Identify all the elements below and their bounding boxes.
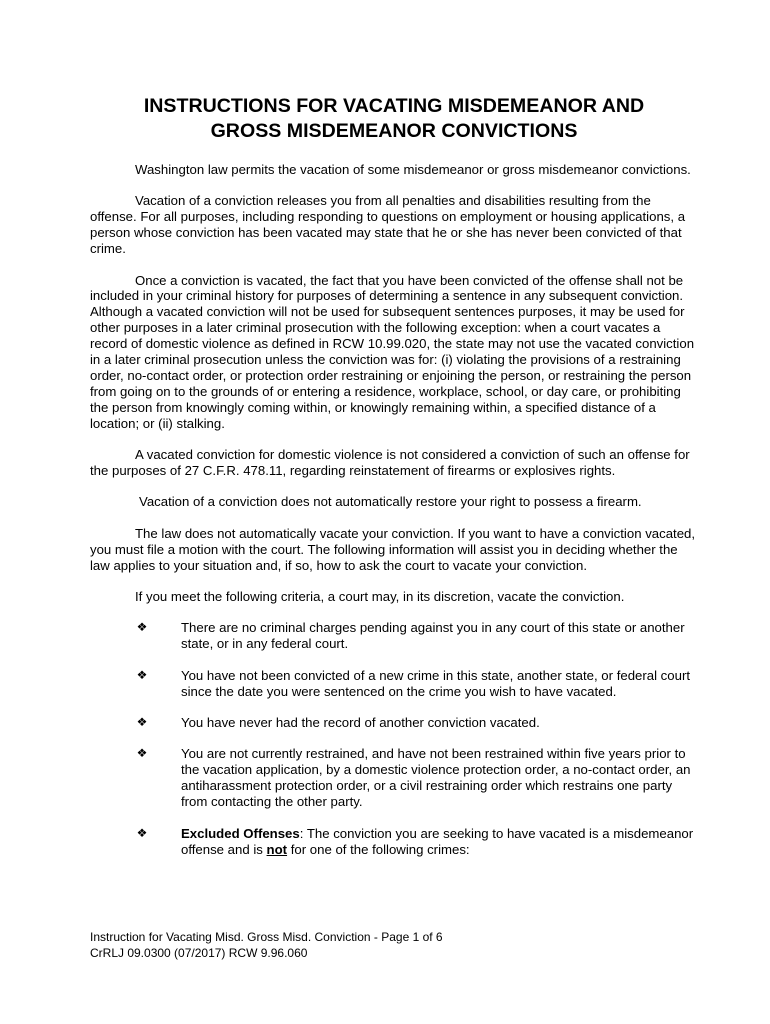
diamond-bullet-icon: ❖	[136, 746, 148, 761]
criteria-item	[90, 620, 698, 652]
paragraph-domestic-violence: A vacated conviction for domestic violence is not considered a conviction of such an offense for the purposes of 27 C.F.R. 478.11, regarding reinstatement of firearms or explosives rights.	[90, 447, 690, 478]
excluded-text-after: for one of the following crimes:	[287, 841, 470, 857]
criteria-item	[90, 746, 698, 810]
title-line-2: GROSS MISDEMEANOR CONVICTIONS	[210, 120, 578, 142]
criteria-text: You have not been convicted of a new crime in this state, another state, or federal court since the date you were sentenced on the crime you wish to have vacated.	[181, 667, 690, 699]
title-line-1: INSTRUCTIONS FOR VACATING MISDEMEANOR AND	[143, 95, 645, 117]
page-title	[90, 94, 698, 144]
diamond-bullet-icon: ❖	[136, 715, 148, 730]
paragraph-vacation-effect: Vacation of a conviction releases you from all penalties and disabilities resulting from the offense. For all purposes, including responding to questions on employment or housing applications, a person whose conviction has been vacated may state that he or she has never been convicted of that crime.	[90, 193, 686, 257]
criteria-item	[90, 668, 698, 700]
document-page	[90, 94, 698, 873]
excluded-text-before: : The conviction you are seeking to have vacated is a misdemeanor offense and is	[181, 825, 694, 857]
criteria-list	[90, 620, 698, 857]
page-footer	[90, 930, 443, 961]
excluded-offenses-label: Excluded Offenses	[181, 825, 300, 841]
criteria-text: You are not currently restrained, and have not been restrained within five years prior to the vacation application, by a domestic violence protection order, a no-contact order, an antiharassment protection order, or a civil restraining order which restrains one party from contacting the other party.	[181, 746, 691, 810]
paragraph-firearm: Vacation of a conviction does not automatically restore your right to possess a firearm.	[139, 494, 642, 510]
criteria-text: You have never had the record of another conviction vacated.	[181, 715, 540, 731]
footer-line-2: CrRLJ 09.0300 (07/2017) RCW 9.96.060	[90, 945, 308, 960]
diamond-bullet-icon: ❖	[136, 620, 148, 635]
diamond-bullet-icon: ❖	[136, 825, 148, 840]
paragraph-criteria-intro: If you meet the following criteria, a court may, in its discretion, vacate the conviction.	[135, 589, 625, 605]
footer-line-1: Instruction for Vacating Misd. Gross Misd. Conviction - Page 1 of 6	[90, 930, 443, 944]
paragraph-vacation-permitted: Washington law permits the vacation of some misdemeanor or gross misdemeanor convictions.	[135, 162, 691, 177]
criteria-text: There are no criminal charges pending against you in any court of this state or another state, or in any federal court.	[181, 620, 685, 652]
diamond-bullet-icon: ❖	[136, 667, 148, 682]
excluded-emphasis-not: not	[266, 841, 288, 857]
criteria-item-excluded-offenses	[90, 826, 698, 858]
paragraph-file-motion: The law does not automatically vacate your conviction. If you want to have a conviction vacated, you must file a motion with the court. The following information will assist you in deciding whether the law applies to your situation and, if so, how to ask the court to vacate your conviction.	[90, 525, 696, 573]
criteria-item	[90, 715, 698, 731]
paragraph-criminal-history: Once a conviction is vacated, the fact that you have been convicted of the offense shall not be included in your criminal history for purposes of determining a sentence in any subsequent conviction. Although a vacated conviction will not be used for subsequent sentences purposes, it may be used for other purposes in a later criminal prosecution with the following exception: when a court vacates a record of domestic violence as defined in RCW 10.99.020, the state may not use the vacated conviction in a later criminal prosecution unless the conviction was for: (i) violating the provisions of a restraining order, no-contact order, or protection order restraining or enjoining the person, or restraining the person from going on to the grounds of or entering a residence, workplace, school, or day care, or prohibiting the person from knowingly coming within, or knowingly remaining within, a specified distance of a location; or (ii) stalking.	[90, 272, 695, 431]
